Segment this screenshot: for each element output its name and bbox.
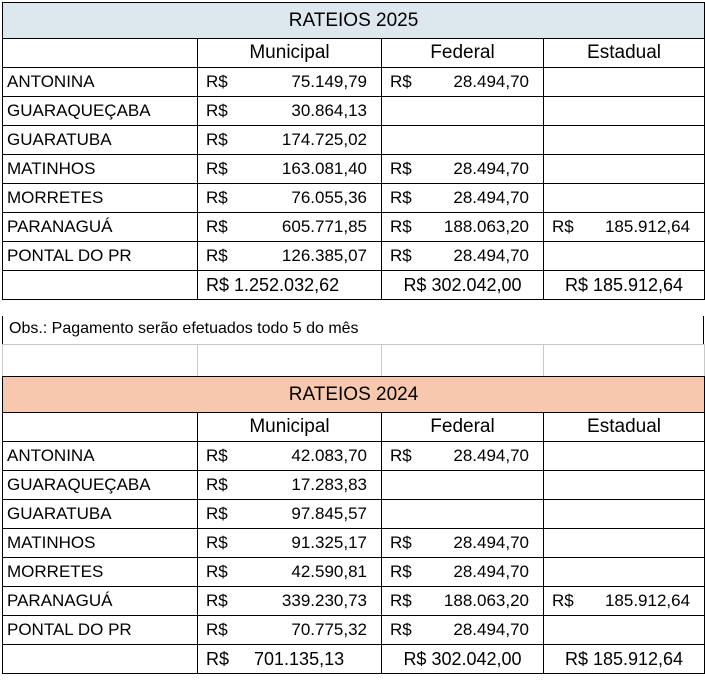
amount-value: 28.494,70 <box>453 620 529 639</box>
table-row <box>3 442 705 471</box>
cell-estadual <box>544 471 705 500</box>
table-row <box>3 558 705 587</box>
municipality-name: PARANAGUÁ <box>3 587 198 616</box>
totals-row <box>3 645 705 674</box>
municipality-name: ANTONINA <box>3 68 198 97</box>
total-estadual: R$ 185.912,64 <box>544 645 705 674</box>
amount-value: 75.149,79 <box>291 72 367 91</box>
cell-federal <box>382 529 544 558</box>
amount-value: 28.494,70 <box>453 446 529 465</box>
table-row <box>3 213 705 242</box>
amount-value: 28.494,70 <box>453 533 529 552</box>
table-row <box>3 242 705 271</box>
cell-municipal <box>198 184 382 213</box>
currency-symbol: R$ <box>390 159 412 178</box>
cell-federal <box>382 184 544 213</box>
header-municipal: Municipal <box>198 413 382 442</box>
cell-estadual <box>544 558 705 587</box>
municipality-name: MORRETES <box>3 184 198 213</box>
cell-federal <box>382 558 544 587</box>
currency-symbol: R$ <box>206 533 228 552</box>
table-row <box>3 529 705 558</box>
total-municipal: R$ 1.252.032,62 <box>198 271 382 300</box>
header-blank-cell <box>3 413 198 442</box>
cell-federal <box>382 126 544 155</box>
amount-value: 163.081,40 <box>281 159 367 178</box>
amount-value: 185.912,64 <box>604 217 691 236</box>
cell-federal <box>382 500 544 529</box>
table-row <box>3 616 705 645</box>
header-municipal: Municipal <box>198 39 382 68</box>
currency-symbol: R$ <box>390 72 412 91</box>
currency-symbol: R$ <box>206 101 228 120</box>
cell-estadual <box>544 155 705 184</box>
municipality-name: MORRETES <box>3 558 198 587</box>
totals-label-cell <box>3 271 198 300</box>
cell-municipal <box>198 442 382 471</box>
cell-municipal <box>198 616 382 645</box>
table-title: RATEIOS 2025 <box>3 3 705 39</box>
cell-federal <box>382 616 544 645</box>
cell-municipal <box>198 242 382 271</box>
currency-symbol: R$ <box>390 591 412 610</box>
amount-value: 91.325,17 <box>291 533 367 552</box>
cell-federal <box>382 68 544 97</box>
blank-cell <box>198 345 382 377</box>
cell-estadual <box>544 587 705 616</box>
currency-symbol: R$ <box>206 562 228 581</box>
municipality-name: PARANAGUÁ <box>3 213 198 242</box>
currency-symbol: R$ <box>552 591 574 610</box>
amount-value: 185.912,64 <box>604 591 691 610</box>
amount-value: 42.590,81 <box>291 562 367 581</box>
cell-municipal <box>198 68 382 97</box>
cell-estadual <box>544 213 705 242</box>
amount-value: 339.230,73 <box>281 591 367 610</box>
currency-symbol: R$ <box>206 188 228 207</box>
currency-symbol: R$ <box>390 188 412 207</box>
table-row <box>3 500 705 529</box>
currency-symbol: R$ <box>390 217 412 236</box>
table-rateios-2025 <box>2 2 705 300</box>
cell-estadual <box>544 442 705 471</box>
table-row <box>3 68 705 97</box>
table-title: RATEIOS 2024 <box>3 377 705 413</box>
currency-symbol: R$ <box>390 446 412 465</box>
totals-label-cell <box>3 645 198 674</box>
header-federal: Federal <box>382 413 544 442</box>
cell-estadual <box>544 616 705 645</box>
cell-municipal <box>198 155 382 184</box>
municipality-name: GUARATUBA <box>3 126 198 155</box>
cell-estadual <box>544 126 705 155</box>
municipality-name: GUARATUBA <box>3 500 198 529</box>
amount-value: 188.063,20 <box>443 217 529 236</box>
currency-symbol: R$ <box>206 130 228 149</box>
total-federal: R$ 302.042,00 <box>382 271 544 300</box>
table-row <box>3 587 705 616</box>
currency-symbol: R$ <box>206 620 228 639</box>
blank-row <box>2 344 705 377</box>
amount-value: 30.864,13 <box>291 101 367 120</box>
amount-value: 174.725,02 <box>281 130 367 149</box>
cell-municipal <box>198 500 382 529</box>
amount-value: 28.494,70 <box>453 159 529 178</box>
cell-estadual <box>544 500 705 529</box>
observation-note: Obs.: Pagamento serão efetuados todo 5 do mês <box>2 316 704 344</box>
cell-estadual <box>544 242 705 271</box>
header-federal: Federal <box>382 39 544 68</box>
table-row <box>3 97 705 126</box>
amount-value: 28.494,70 <box>453 72 529 91</box>
table-row <box>3 184 705 213</box>
cell-municipal <box>198 213 382 242</box>
currency-symbol: R$ <box>206 72 228 91</box>
total-estadual: R$ 185.912,64 <box>544 271 705 300</box>
currency-symbol: R$ <box>206 217 228 236</box>
cell-municipal <box>198 529 382 558</box>
header-estadual: Estadual <box>544 39 705 68</box>
totals-row <box>3 271 705 300</box>
currency-symbol: R$ <box>206 159 228 178</box>
cell-federal <box>382 442 544 471</box>
cell-federal <box>382 587 544 616</box>
table-row <box>3 126 705 155</box>
total-municipal: R$ 701.135,13 <box>198 645 382 674</box>
cell-federal <box>382 155 544 184</box>
currency-symbol: R$ <box>206 246 228 265</box>
amount-value: 605.771,85 <box>281 217 367 236</box>
currency-symbol: R$ <box>390 533 412 552</box>
cell-municipal <box>198 471 382 500</box>
blank-cell <box>3 345 198 377</box>
table-row <box>3 471 705 500</box>
currency-symbol: R$ <box>206 504 228 523</box>
cell-federal <box>382 471 544 500</box>
amount-value: 28.494,70 <box>453 246 529 265</box>
municipality-name: GUARAQUEÇABA <box>3 471 198 500</box>
currency-symbol: R$ <box>206 591 228 610</box>
cell-estadual <box>544 97 705 126</box>
cell-municipal <box>198 587 382 616</box>
amount-value: 70.775,32 <box>291 620 367 639</box>
amount-value: 28.494,70 <box>453 562 529 581</box>
currency-symbol: R$ <box>552 217 574 236</box>
cell-estadual <box>544 529 705 558</box>
cell-estadual <box>544 68 705 97</box>
currency-symbol: R$ <box>390 620 412 639</box>
cell-municipal <box>198 558 382 587</box>
currency-symbol: R$ <box>390 246 412 265</box>
header-estadual: Estadual <box>544 413 705 442</box>
total-federal: R$ 302.042,00 <box>382 645 544 674</box>
title-row <box>3 3 705 39</box>
amount-value: 126.385,07 <box>281 246 367 265</box>
cell-municipal <box>198 126 382 155</box>
blank-cell <box>544 345 705 377</box>
municipality-name: PONTAL DO PR <box>3 242 198 271</box>
table-row <box>3 155 705 184</box>
blank-cell <box>382 345 544 377</box>
amount-value: 97.845,57 <box>291 504 367 523</box>
cell-estadual <box>544 184 705 213</box>
municipality-name: MATINHOS <box>3 529 198 558</box>
cell-municipal <box>198 97 382 126</box>
cell-federal <box>382 97 544 126</box>
amount-value: 76.055,36 <box>291 188 367 207</box>
currency-symbol: R$ <box>206 475 228 494</box>
municipality-name: GUARAQUEÇABA <box>3 97 198 126</box>
currency-symbol: R$ <box>390 562 412 581</box>
currency-symbol: R$ <box>206 446 228 465</box>
header-row <box>3 39 705 68</box>
amount-value: 28.494,70 <box>453 188 529 207</box>
amount-value: 17.283,83 <box>291 475 367 494</box>
amount-value: 188.063,20 <box>443 591 529 610</box>
municipality-name: PONTAL DO PR <box>3 616 198 645</box>
cell-federal <box>382 213 544 242</box>
municipality-name: ANTONINA <box>3 442 198 471</box>
municipality-name: MATINHOS <box>3 155 198 184</box>
title-row <box>3 377 705 413</box>
table-rateios-2024 <box>2 376 705 674</box>
amount-value: 42.083,70 <box>291 446 367 465</box>
header-blank-cell <box>3 39 198 68</box>
header-row <box>3 413 705 442</box>
cell-federal <box>382 242 544 271</box>
